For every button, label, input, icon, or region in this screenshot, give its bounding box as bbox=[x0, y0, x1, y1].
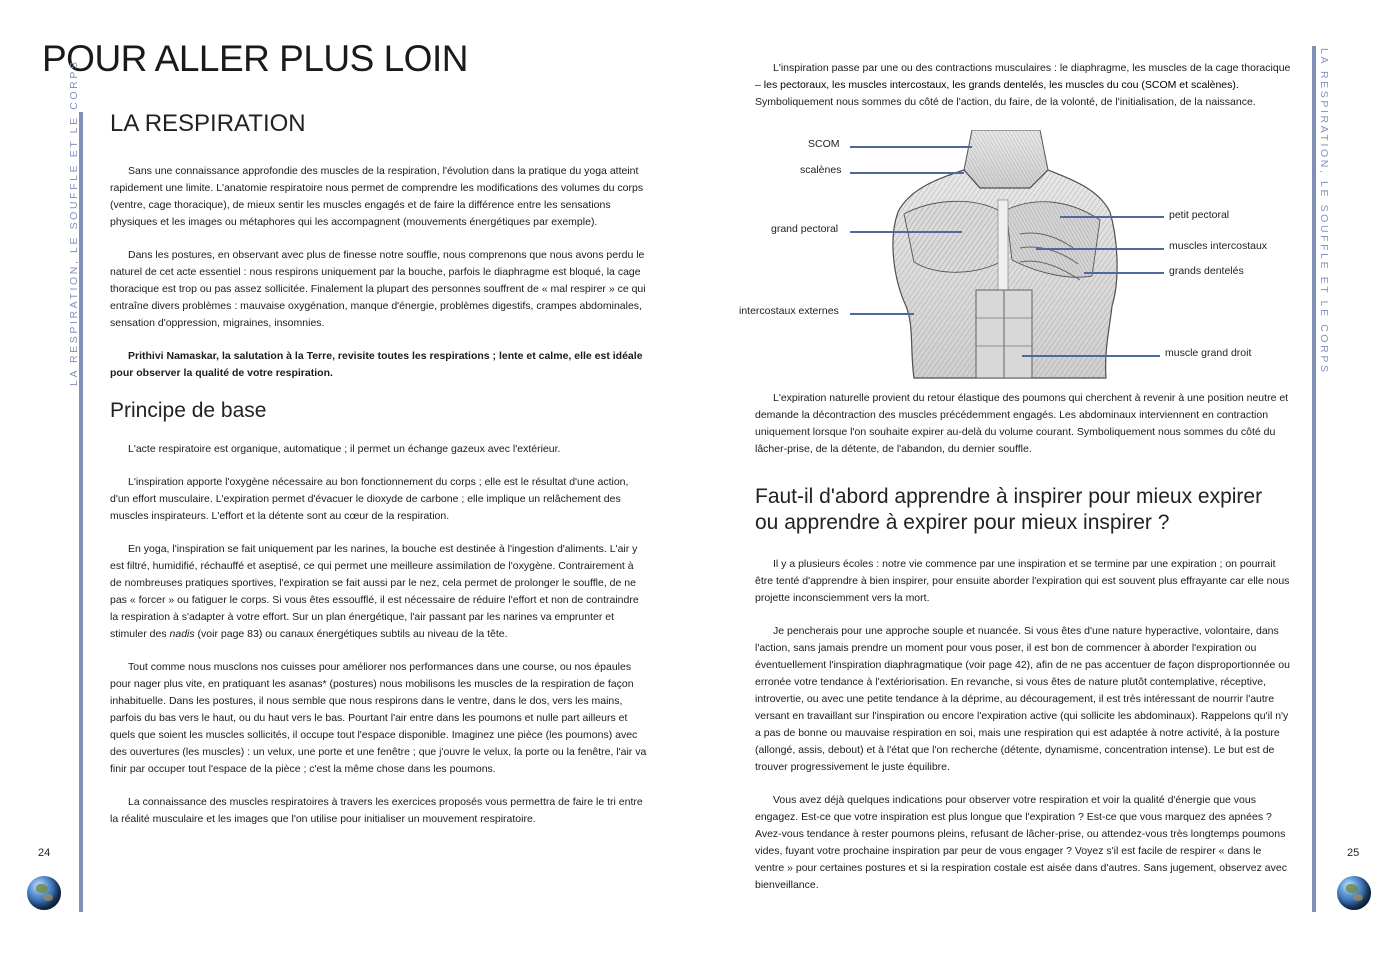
principe-paragraph: L'inspiration apporte l'oxygène nécessaire au bon fonctionnement du corps ; elle est le résultat d'une action, d'un effort musculaire. L'expiration permet d'évacuer le dioxyde de carbone ; elle implique un relâchement des muscles inspirateurs. L'effort et la détente sont au cœur de la respiration. bbox=[110, 476, 629, 522]
question-title-line: ou apprendre à expirer pour mieux inspirer ? bbox=[755, 511, 1170, 534]
inspiration-text-after: Symboliquement nous sommes du côté de l'action, du faire, de la volonté, de l'initialisation, de la naissance. bbox=[755, 96, 1256, 108]
yoga-text-italic: nadis bbox=[169, 628, 195, 640]
leader-line bbox=[850, 313, 914, 315]
right-content bbox=[755, 390, 1291, 910]
label-scom: SCOM bbox=[808, 138, 840, 150]
label-grands-dentales: grands dentelés bbox=[1169, 265, 1244, 277]
left-content bbox=[110, 110, 648, 844]
expiration-paragraph: L'expiration naturelle provient du retour élastique des poumons qui cherchent à revenir à une position neutre et demande la décontraction des muscles précédemment engagés. Les abdominaux interviennent en contraction uniquement lorsque l'on souhaite expirer au-delà du volume courant. Symboliquement nous sommes du côté du lâcher-prise, de la détente, de l'abandon, du dernier souffle. bbox=[755, 392, 1289, 455]
label-grand-droit: muscle grand droit bbox=[1165, 347, 1252, 359]
yoga-paragraph bbox=[110, 541, 648, 643]
yoga-text-after: (voir page 83) ou canaux énergétiques subtils au niveau de la tête. bbox=[194, 628, 508, 640]
inspiration-paragraph bbox=[755, 60, 1291, 111]
question-paragraph: Il y a plusieurs écoles : notre vie commence par une inspiration et se termine par une expiration ; on pourrait être tenté d'apprendre à bien inspirer, pour ensuite aborder l'expiration qui est souvent plus effrayante car elle nous projette inconsciemment vers la mort. bbox=[755, 558, 1290, 604]
leader-line bbox=[1036, 248, 1164, 250]
intro-paragraph: Sans une connaissance approfondie des muscles de la respiration, l'évolution dans la pratique du yoga atteint rapidement une limite. L'anatomie respiratoire nous permet de comprendre les modifications des volumes du corps (ventre, cage thoracique), de mieux sentir les muscles engagés et de faire la différence entre les sensations physiques et les images ou métaphores qui les accompagnent (mouvements énergétiques par exemple). bbox=[110, 165, 644, 228]
leader-line bbox=[850, 231, 962, 233]
anatomy-illustration bbox=[880, 130, 1130, 380]
leader-line bbox=[850, 172, 964, 174]
page-title: POUR ALLER PLUS LOIN bbox=[42, 38, 468, 79]
question-title-line: Faut-il d'abord apprendre à inspirer pour mieux expirer bbox=[755, 485, 1263, 508]
inspiration-text-before: L'inspiration passe par une ou des contractions musculaires : le diaphragme, les muscles de la cage thoracique – bbox=[755, 62, 1291, 91]
label-muscles-intercostaux: muscles intercostaux bbox=[1169, 240, 1268, 252]
page-number-left: 24 bbox=[38, 847, 51, 859]
inspiration-text-highlight: les pectoraux, les muscles intercostaux, les grands dentelés, les muscles du cou (SCOM et scalènes). bbox=[763, 79, 1239, 91]
final-paragraph: Tout comme nous musclons nos cuisses pour améliorer nos performances dans une course, ou nos épaules pour nager plus vite, en pratiquant les asanas* (postures) nous mobilisons les muscles de la respiration de façon inhabituelle. Dans les postures, il nous semble que nous respirons dans le ventre, dans le dos, vers les mains, parfois du bas vers le haut, ou du haut vers le bas. Pourtant l'air entre dans les poumons et nulle part ailleurs et quels que soient les muscles sollicités, il occupe tout l'espace disponible. Imaginez une pièce (les poumons) avec des ouvertures (les muscles) : un velux, une porte et une fenêtre ; que j'ouvre le velux, la porte ou la fenêtre, l'air va finir par occuper tout l'espace de la pièce ; c'est la même chose dans les poumons. bbox=[110, 661, 647, 775]
leader-line bbox=[1084, 272, 1164, 274]
question-paragraph: Je pencherais pour une approche souple et nuancée. Si vous êtes d'une nature hyperactive, volontaire, dans l'action, sans jamais prendre un moment pour vous poser, il est bon de commencer à aborder l'expiration ou éventuellement l'inspiration diaphragmatique (voir page 42), afin de ne pas accentuer de façon disproportionnée ou erronée votre tendance à l'extériorisation. En revanche, si vous êtes de nature plutôt contemplative, réceptive, introvertie, ou avec une petite tendance à la déprime, au découragement, il est très intéressant de nourrir l'autre versant en travaillant sur l'inspiration ou encore l'expiration active (qui sollicite les abdominaux). Rappelons qu'il n'y a pas de bonne ou mauvaise respiration en soi, mais une respiration qui est adaptée à notre activité, à la posture (allongé, assis, debout) et à l'état que l'on recherche (détente, dynamisme, concentration intense). Le but est de trouver progressivement le juste équilibre. bbox=[755, 625, 1290, 773]
left-side-label: LA RESPIRATION, LE SOUFFLE ET LE CORPS bbox=[68, 59, 80, 386]
page-number-right: 25 bbox=[1347, 847, 1360, 859]
earth-globe-icon bbox=[1337, 876, 1371, 910]
subsection-title: Principe de base bbox=[110, 399, 267, 422]
label-scalenes: scalènes bbox=[800, 164, 842, 176]
earth-globe-icon bbox=[27, 876, 61, 910]
principe-paragraph: L'acte respiratoire est organique, automatique ; il permet un échange gazeux avec l'extérieur. bbox=[128, 443, 561, 455]
leader-line bbox=[1022, 355, 1160, 357]
final-paragraph: La connaissance des muscles respiratoires à travers les exercices proposés vous permettra de faire le tri entre la réalité musculaire et les images que l'on utilise pour initialiser un mouvement respiratoire. bbox=[110, 796, 643, 825]
leader-line bbox=[1060, 216, 1164, 218]
yoga-text-before: En yoga, l'inspiration se fait uniquement par les narines, la bouche est destinée à l'ingestion d'aliments. L'air y est filtré, humidifié, réchauffé et aseptisé, ce qui permet une meilleure assimilation de l'oxygène. Contrairement à de nombreuses pratiques sportives, l'expiration se fait aussi par le nez, cela permet de prolonger le souffle, de ne pas « forcer » ou fatiguer le corps. Si vous êtes essoufflé, il est nécessaire de réduire l'effort et non de contraindre la respiration à s'adapter à votre effort. Sur un plan énergétique, l'air passant par les narines va emprunter et stimuler des bbox=[110, 543, 639, 640]
inspiration-block bbox=[755, 60, 1291, 111]
section-title: LA RESPIRATION bbox=[110, 110, 306, 137]
highlight-paragraph: Prithivi Namaskar, la salutation à la Terre, revisite toutes les respirations ; lente et calme, elle est idéale pour observer la qualité de votre respiration. bbox=[110, 350, 643, 379]
label-grand-pectoral: grand pectoral bbox=[771, 223, 839, 235]
question-title bbox=[755, 484, 1291, 536]
intro-paragraph: Dans les postures, en observant avec plus de finesse notre souffle, nous comprenons que nous avons perdu le naturel de cet acte essentiel : nous respirons uniquement par la bouche, parfois le diaphragme est bloqué, la cage thoracique est trop ou pas assez sollicitée. Finalement la plupart des personnes souffrent de « mal respirer » ce qui entraîne divers problèmes : mauvaise oxygénation, manque d'énergie, problèmes digestifs, crampes abdominales, sensation d'oppression, migraines, insomnies. bbox=[110, 249, 646, 329]
right-accent-bar bbox=[1312, 46, 1316, 912]
question-paragraph: Vous avez déjà quelques indications pour observer votre respiration et voir la qualité d'énergie que vous engagez. Est-ce que votre inspiration est plus longue que l'expiration ? Est-ce que vous marquez des apnées ? Avez-vous tendance à rester poumons pleins, refusant de lâcher-prise, ou attendez-vous très longtemps poumons vides, fuyant votre prochaine inspiration par peur de vous engager ? Voyez s'il est facile de respirer « dans le ventre » pour certaines postures et si la respiration costale est aisée dans d'autres. Sans jugement, observez avec bienveillance. bbox=[755, 794, 1287, 891]
label-intercostaux-externes: intercostaux externes bbox=[739, 305, 839, 317]
leader-line bbox=[850, 146, 972, 148]
right-side-label: LA RESPIRATION, LE SOUFFLE ET LE CORPS bbox=[1318, 48, 1330, 375]
label-petit-pectoral: petit pectoral bbox=[1169, 209, 1230, 221]
